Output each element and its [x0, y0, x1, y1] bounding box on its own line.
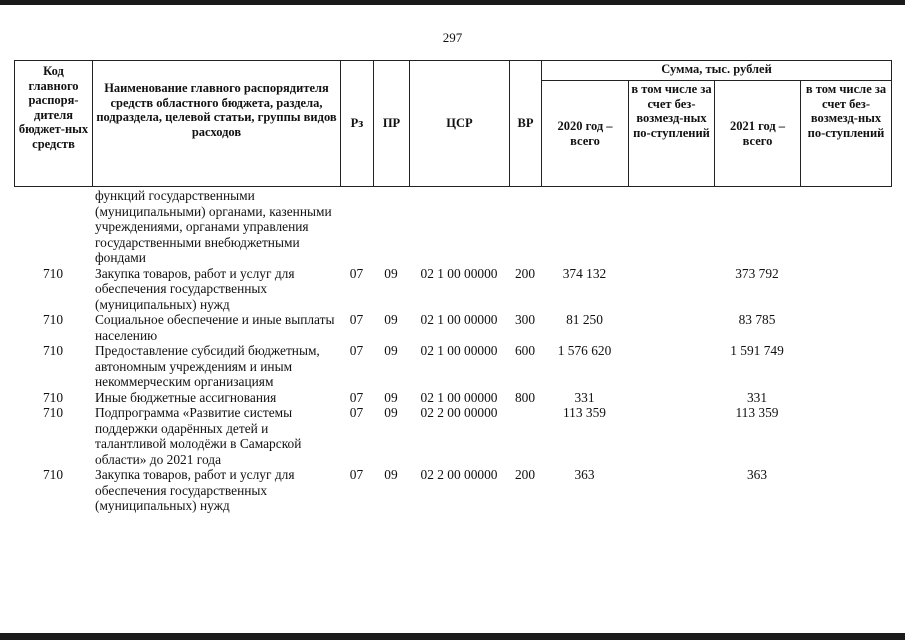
- cell-vr: 200: [514, 265, 536, 281]
- cell-csr: 02 1 00 00000: [420, 312, 498, 327]
- cell-2020-incl: [628, 312, 714, 343]
- cell-code: 710: [42, 467, 64, 482]
- cell-2021-incl: [800, 266, 891, 313]
- cell-pr: 09: [384, 389, 398, 405]
- cell-2021-total: 113 359: [735, 405, 779, 420]
- table-row: [14, 390, 891, 406]
- header-rz: Рз: [341, 61, 374, 187]
- cell-vr: [509, 405, 541, 467]
- cell-rz: [340, 188, 373, 266]
- header-2021-incl: в том числе за счет без-возмезд-ных по-ступлений: [801, 81, 892, 187]
- cell-name: Иные бюджетные ассигнования: [95, 389, 277, 405]
- bottom-border: [0, 633, 905, 640]
- cell-2020-total: 374 132: [562, 265, 607, 281]
- cell-vr: 200: [514, 467, 536, 482]
- top-border: [0, 0, 905, 5]
- page-number: 297: [442, 30, 463, 45]
- table-row: [14, 343, 891, 390]
- cell-name: Подпрограмма «Развитие системы поддержки одарённых детей и талантливой молодёжи в Самарской области» до 2021 года: [95, 405, 302, 467]
- cell-pr: 09: [384, 467, 398, 482]
- cell-2021-total: 373 792: [735, 265, 779, 281]
- cell-name: Социальное обеспечение и иные выплаты населению: [95, 312, 335, 343]
- cell-rz: 07: [349, 265, 364, 281]
- cell-rz: 07: [349, 343, 364, 358]
- table-row: [14, 467, 891, 514]
- cell-code: 710: [42, 312, 64, 327]
- cell-2020-total: 363: [574, 467, 595, 482]
- header-sum: Сумма, тыс. рублей: [542, 61, 892, 81]
- cell-vr: 300: [514, 312, 536, 327]
- cell-rz: 07: [349, 467, 364, 482]
- cell-pr: 09: [384, 312, 398, 327]
- header-csr: ЦСР: [410, 61, 510, 187]
- header-pr: ПР: [374, 61, 410, 187]
- cell-vr: 600: [514, 343, 536, 358]
- cell-2021-incl: [800, 405, 891, 467]
- cell-2021-total: 331: [746, 389, 768, 405]
- cell-name: Предоставление субсидий бюджетным, автономным учреждениям и иным некоммерческим организациям: [95, 343, 320, 389]
- cell-pr: 09: [384, 265, 398, 281]
- cell-rz: 07: [349, 312, 364, 327]
- cell-rz: 07: [349, 405, 364, 420]
- cell-code: 710: [42, 405, 64, 420]
- cell-csr: 02 1 00 00000: [420, 265, 498, 281]
- cell-csr: 02 1 00 00000: [420, 389, 498, 405]
- cell-2020-incl: [628, 266, 714, 313]
- cell-code: 710: [42, 389, 64, 405]
- cell-csr: 02 2 00 00000: [420, 467, 498, 482]
- cell-2021-total: 363: [746, 467, 768, 482]
- table-row: [14, 266, 891, 313]
- cell-code: [14, 188, 92, 266]
- cell-2021-incl: [800, 390, 891, 406]
- cell-2020-total: 113 359: [562, 405, 607, 420]
- cell-2021-incl: [800, 467, 891, 514]
- cell-csr: 02 2 00 00000: [420, 405, 498, 420]
- cell-2020-incl: [628, 188, 714, 266]
- cell-name: функций государственными (муниципальными) органами, казенными учреждениями, органами управления государственными внебюджетными фондами: [95, 188, 332, 265]
- table-header: [14, 60, 892, 187]
- cell-2020-incl: [628, 390, 714, 406]
- table-body: [14, 188, 891, 514]
- cell-csr: 02 1 00 00000: [420, 343, 498, 358]
- cell-2021-total: 83 785: [738, 312, 776, 327]
- cell-code: 710: [42, 343, 64, 358]
- cell-name: Закупка товаров, работ и услуг для обеспечения государственных (муниципальных) нужд: [95, 265, 295, 312]
- cell-csr: [409, 188, 509, 266]
- cell-rz: 07: [349, 389, 364, 405]
- cell-vr: 800: [514, 389, 536, 405]
- cell-2020-incl: [628, 405, 714, 467]
- cell-2020-incl: [628, 467, 714, 514]
- table-row: [14, 188, 891, 266]
- cell-2021-incl: [800, 188, 891, 266]
- table-row: [14, 405, 891, 467]
- cell-pr: [373, 188, 409, 266]
- header-vr: ВР: [510, 61, 542, 187]
- cell-2020-total: 81 250: [566, 312, 603, 327]
- cell-pr: 09: [384, 343, 398, 358]
- cell-2021-incl: [800, 312, 891, 343]
- cell-2020-total: [541, 188, 628, 266]
- cell-code: 710: [42, 265, 64, 281]
- header-2020-incl: в том числе за счет без-возмезд-ных по-ступлений: [629, 81, 715, 187]
- header-2020-total: 2020 год – всего: [542, 81, 629, 187]
- cell-pr: 09: [384, 405, 398, 420]
- cell-name: Закупка товаров, работ и услуг для обеспечения государственных (муниципальных) нужд: [95, 467, 295, 513]
- header-name: Наименование главного распорядителя средств областного бюджета, раздела, подраздела, целевой статьи, группы видов расходов: [93, 61, 341, 187]
- cell-2021-total: [714, 188, 800, 266]
- cell-2020-total: 1 576 620: [557, 343, 612, 358]
- cell-2020-incl: [628, 343, 714, 390]
- cell-2021-total: 1 591 749: [730, 343, 784, 358]
- cell-2021-incl: [800, 343, 891, 390]
- header-code: Код главного распоря-дителя бюджет-ных средств: [15, 61, 93, 187]
- cell-2020-total: 331: [574, 389, 595, 405]
- table-row: [14, 312, 891, 343]
- header-2021-total: 2021 год – всего: [715, 81, 801, 187]
- cell-vr: [509, 188, 541, 266]
